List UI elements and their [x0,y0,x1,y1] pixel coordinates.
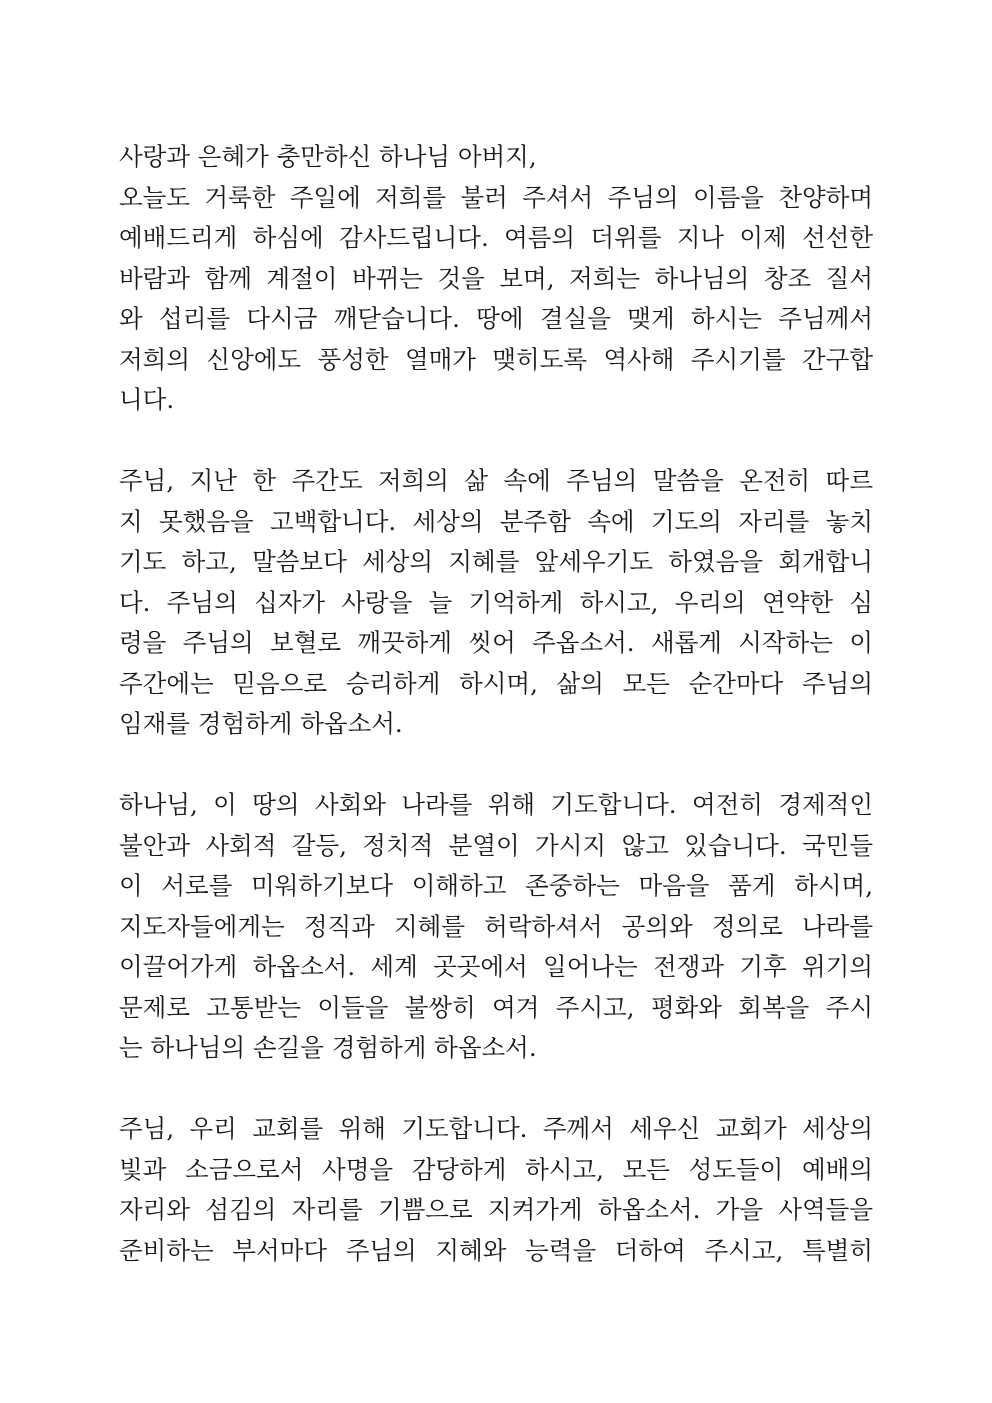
text-line: 문제로 고통받는 이들을 불쌍히 여겨 주시고, 평화와 회복을 주시 [119,992,873,1022]
text-line: 이끌어가게 하옵소서. 세계 곳곳에서 일어나는 전쟁과 기후 위기의 [119,952,873,981]
text-line: 자리와 섬김의 자리를 기쁨으로 지켜가게 하옵소서. 가을 사역들을 [119,1195,873,1224]
text-line: 사랑과 은혜가 충만하신 하나님 아버지, [119,142,537,171]
text-line: 불안과 사회적 갈등, 정치적 분열이 가시지 않고 있습니다. 국민들 [119,830,873,860]
text-line: 와 섭리를 다시금 깨닫습니다. 땅에 결실을 맺게 하시는 주님께서 [119,304,873,333]
text-line: 주간에는 믿음으로 승리하게 하시며, 삶의 모든 순간마다 주님의 [119,668,873,698]
text-line: 저희의 신앙에도 풍성한 열매가 맺히도록 역사해 주시기를 간구합 [119,344,873,374]
prayer-text [119,137,873,1271]
text-line: 예배드리게 하심에 감사드립니다. 여름의 더위를 지나 이제 선선한 [119,223,873,252]
text-line: 지도자들에게는 정직과 지혜를 허락하셔서 공의와 정의로 나라를 [119,911,873,941]
text-line: 령을 주님의 보혈로 깨끗하게 씻어 주옵소서. 새롭게 시작하는 이 [119,628,873,657]
paragraph-4 [119,1109,873,1271]
paragraph-gap [119,1069,873,1110]
paragraph-gap [119,745,873,786]
text-line: 이 서로를 미워하기보다 이해하고 존중하는 마음을 품게 하시며, [119,871,873,900]
text-line: 다. 주님의 십자가 사랑을 늘 기억하게 하시고, 우리의 연약한 심 [119,587,873,617]
paragraph-2 [119,461,873,745]
text-line: 임재를 경험하게 하옵소서. [119,709,403,738]
paragraph-gap [119,421,873,462]
paragraph-1 [119,137,873,421]
text-line: 주님, 지난 한 주간도 저희의 삶 속에 주님의 말씀을 온전히 따르 [119,466,873,495]
text-line: 주님, 우리 교회를 위해 기도합니다. 주께서 세우신 교회가 세상의 [119,1114,873,1143]
text-line: 지 못했음을 고백합니다. 세상의 분주함 속에 기도의 자리를 놓치 [119,506,873,536]
text-line: 하나님, 이 땅의 사회와 나라를 위해 기도합니다. 여전히 경제적인 [119,790,873,819]
text-line: 빛과 소금으로서 사명을 감당하게 하시고, 모든 성도들이 예배의 [119,1154,873,1184]
text-line: 기도 하고, 말씀보다 세상의 지혜를 앞세우기도 하였음을 회개합니 [119,547,873,576]
text-line: 는 하나님의 손길을 경험하게 하옵소서. [119,1033,537,1062]
text-line: 니다. [119,385,175,414]
text-line: 바람과 함께 계절이 바뀌는 것을 보며, 저희는 하나님의 창조 질서 [119,263,873,293]
text-line: 오늘도 거룩한 주일에 저희를 불러 주셔서 주님의 이름을 찬양하며 [119,182,873,212]
paragraph-3 [119,785,873,1069]
text-line: 준비하는 부서마다 주님의 지혜와 능력을 더하여 주시고, 특별히 [119,1235,873,1265]
